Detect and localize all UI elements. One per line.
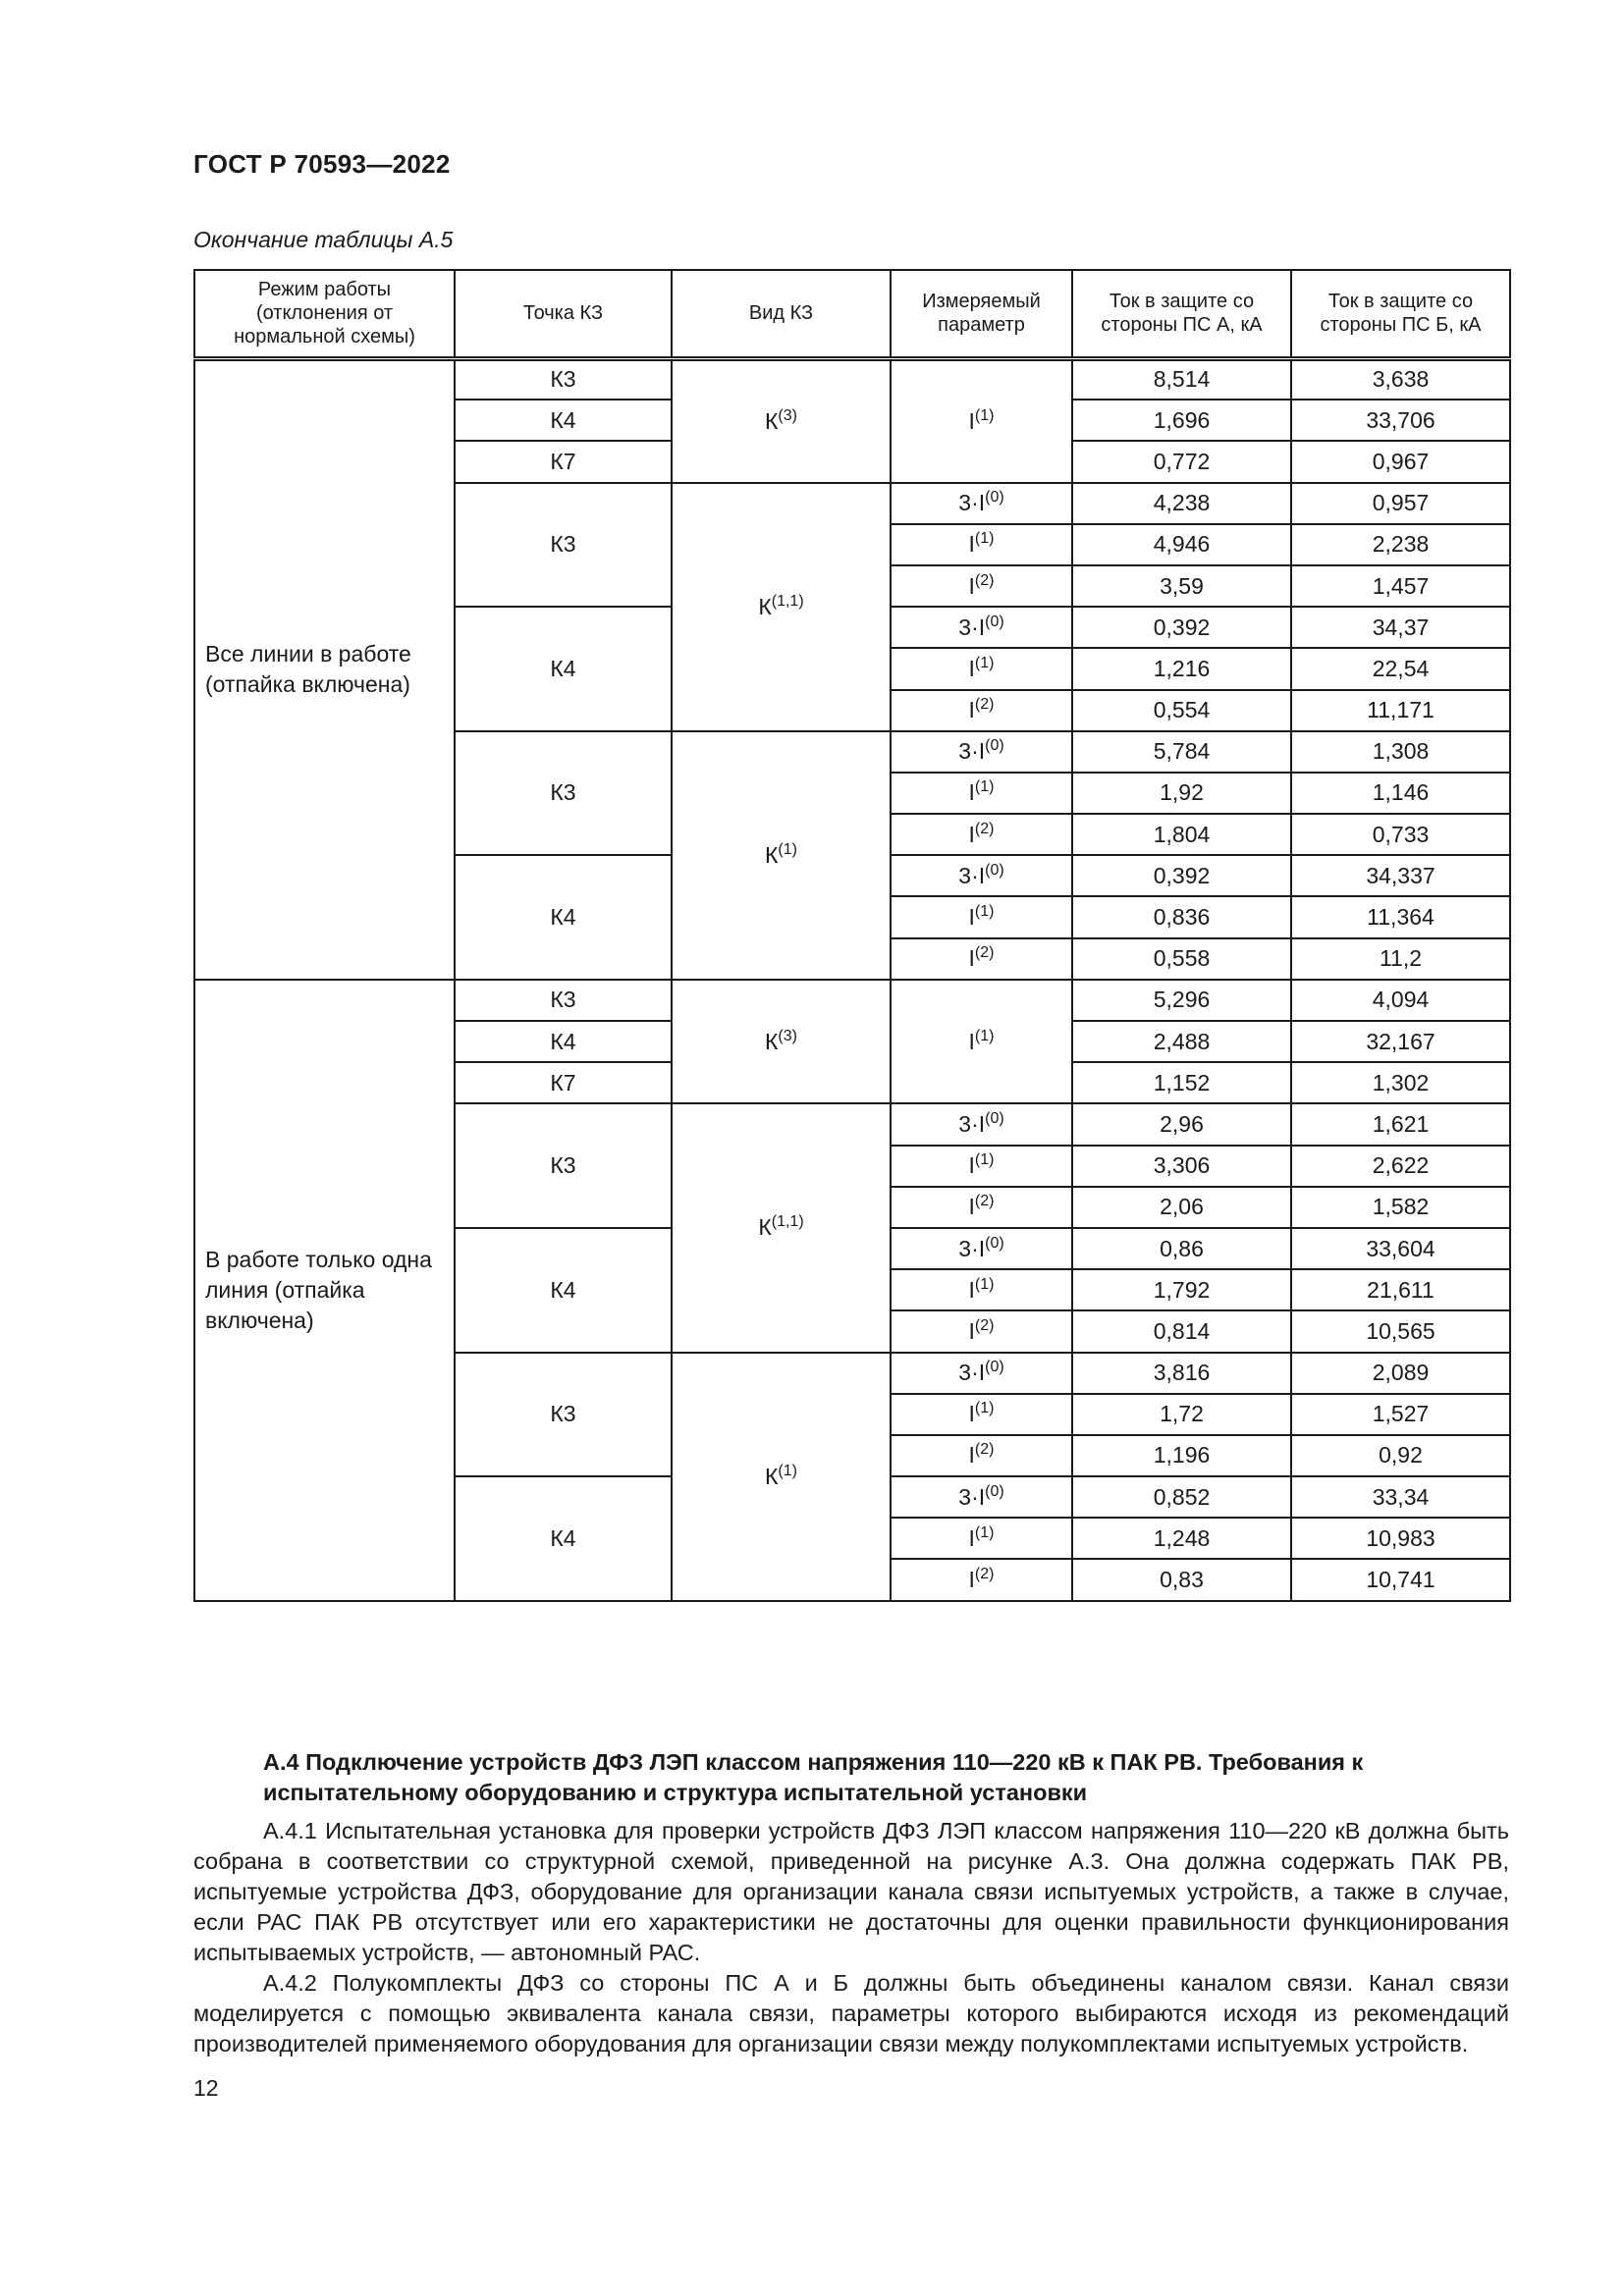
value-b-cell: 11,364: [1291, 896, 1510, 937]
point-cell: К3: [455, 980, 672, 1021]
value-b-cell: 11,2: [1291, 938, 1510, 980]
param-sup: (0): [985, 489, 1004, 507]
value-a-cell: 0,554: [1072, 690, 1291, 731]
value-b-cell: 0,967: [1291, 441, 1510, 482]
point-cell: К4: [455, 1021, 672, 1062]
parameter-cell: [891, 938, 1072, 980]
value-b-cell: 1,457: [1291, 565, 1510, 607]
paragraph-a41: А.4.1 Испытательная установка для проверки устройств ДФЗ ЛЭП классом напряжения 110—220 кВ должна быть собрана в соответствии со структурной схемой, приведенной на рисунке А.3. Она должна содержать ПАК РВ, испытуемые устройства ДФЗ, оборудование для организации канала связи испытуемых устройств, а также в случае, если РАС ПАК РВ отсутствует или его характеристики не достаточны для оценки правильности функционирования испытываемых устройств, — автономный РАС.: [193, 1818, 1509, 1965]
parameter-cell: [891, 483, 1072, 524]
point-cell: К4: [455, 1228, 672, 1353]
point-cell: К7: [455, 441, 672, 482]
fault-type-sup: (3): [778, 406, 797, 424]
value-a-cell: 2,488: [1072, 1021, 1291, 1062]
fault-base: К: [765, 841, 779, 868]
table-header-row: [194, 270, 1510, 358]
param-base: I: [968, 1152, 975, 1179]
col-header-fault-type: Вид КЗ: [672, 270, 891, 358]
fault-type-sup: (3): [778, 1027, 797, 1044]
param-sup: (0): [985, 1359, 1004, 1376]
param-sup: (0): [985, 1482, 1004, 1500]
param-base: I: [968, 531, 975, 558]
fault-base: К: [758, 1214, 772, 1241]
value-b-cell: 34,37: [1291, 607, 1510, 648]
param-base: I: [968, 945, 975, 972]
value-a-cell: 0,86: [1072, 1228, 1291, 1269]
value-a-cell: 8,514: [1072, 358, 1291, 400]
param-base: I: [968, 1442, 975, 1468]
param-base: I: [968, 1194, 975, 1220]
point-cell: К3: [455, 731, 672, 856]
point-cell: К4: [455, 607, 672, 731]
value-a-cell: 0,772: [1072, 441, 1291, 482]
value-a-cell: 1,216: [1072, 648, 1291, 689]
col-header-point: Точка КЗ: [455, 270, 672, 358]
value-b-cell: 0,92: [1291, 1435, 1510, 1476]
param-sup: (1): [974, 903, 995, 921]
parameter-cell: [891, 980, 1072, 1104]
fault-type-cell: [672, 980, 891, 1104]
value-a-cell: 1,696: [1072, 400, 1291, 441]
fault-base: К: [758, 593, 772, 619]
param-sup: (2): [974, 571, 995, 589]
table-row: [194, 358, 1510, 400]
point-cell: К3: [455, 1353, 672, 1477]
value-b-cell: 10,565: [1291, 1310, 1510, 1352]
param-prefix: 3·I: [958, 862, 986, 888]
param-sup: (1): [974, 1400, 995, 1417]
value-a-cell: 1,152: [1072, 1062, 1291, 1103]
param-base: I: [968, 904, 975, 931]
point-cell: К3: [455, 358, 672, 400]
fault-type-sup: (1,1): [771, 592, 804, 610]
parameter-cell: [891, 1518, 1072, 1559]
parameter-cell: [891, 1269, 1072, 1310]
col-header-current-a: Ток в защите со стороны ПС А, кА: [1072, 270, 1291, 358]
param-sup: (0): [985, 861, 1004, 879]
fault-type-cell: [672, 483, 891, 731]
table-caption: Окончание таблицы А.5: [193, 227, 454, 252]
param-base: I: [968, 821, 975, 847]
value-a-cell: 3,816: [1072, 1353, 1291, 1394]
value-b-cell: 22,54: [1291, 648, 1510, 689]
value-a-cell: 0,852: [1072, 1476, 1291, 1518]
param-prefix: 3·I: [958, 1235, 986, 1261]
parameter-cell: [891, 1476, 1072, 1518]
param-sup: (2): [974, 1441, 995, 1459]
param-sup: (1): [974, 406, 995, 424]
param-sup: (0): [985, 613, 1004, 630]
param-sup: (2): [974, 1193, 995, 1210]
param-sup: (1): [974, 1523, 995, 1541]
fault-base: К: [765, 1028, 779, 1054]
value-b-cell: 10,983: [1291, 1518, 1510, 1559]
param-sup: (2): [974, 696, 995, 714]
point-cell: К4: [455, 1476, 672, 1601]
value-b-cell: 32,167: [1291, 1021, 1510, 1062]
parameter-cell: [891, 1353, 1072, 1394]
page-number: 12: [193, 2075, 219, 2101]
value-b-cell: 3,638: [1291, 358, 1510, 400]
parameter-cell: [891, 814, 1072, 855]
document-header: ГОСТ Р 70593—2022: [193, 149, 451, 179]
value-a-cell: 5,296: [1072, 980, 1291, 1021]
parameter-cell: [891, 524, 1072, 565]
param-sup: (0): [985, 1234, 1004, 1252]
param-base: I: [968, 1276, 975, 1303]
mode-cell: В работе только одна линия (отпайка включена): [194, 980, 455, 1601]
param-sup: (2): [974, 944, 995, 962]
fault-type-cell: [672, 1353, 891, 1601]
param-base: I: [968, 697, 975, 723]
value-b-cell: 10,741: [1291, 1559, 1510, 1600]
value-a-cell: 1,792: [1072, 1269, 1291, 1310]
parameter-cell: [891, 690, 1072, 731]
fault-type-sup: (1): [778, 840, 797, 858]
value-b-cell: 0,957: [1291, 483, 1510, 524]
param-base: I: [968, 1401, 975, 1427]
fault-type-cell: [672, 1103, 891, 1352]
value-b-cell: 4,094: [1291, 980, 1510, 1021]
point-cell: К4: [455, 400, 672, 441]
param-sup: (1): [974, 1151, 995, 1169]
section-title: А.4 Подключение устройств ДФЗ ЛЭП классом напряжения 110—220 кВ к ПАК РВ. Требования к испытательному оборудованию и структура испытательной установки: [263, 1749, 1364, 1805]
value-b-cell: 33,34: [1291, 1476, 1510, 1518]
parameter-cell: [891, 896, 1072, 937]
value-b-cell: 1,308: [1291, 731, 1510, 773]
paragraph-a42: А.4.2 Полукомплекты ДФЗ со стороны ПС А и Б должны быть объединены каналом связи. Канал связи моделируется с помощью эквивалента канала связи, параметры которого выбираются исходя из рекомендаций производителей применяемого оборудования для организации связи между полукомплектами испытуемых устройств.: [193, 1970, 1509, 2056]
param-base: I: [968, 655, 975, 681]
value-b-cell: 21,611: [1291, 1269, 1510, 1310]
param-base: I: [968, 1028, 975, 1054]
param-base: I: [968, 1567, 975, 1593]
value-a-cell: 1,92: [1072, 773, 1291, 814]
param-base: I: [968, 779, 975, 806]
point-cell: К4: [455, 855, 672, 980]
value-b-cell: 33,604: [1291, 1228, 1510, 1269]
value-a-cell: 4,238: [1072, 483, 1291, 524]
param-prefix: 3·I: [958, 1360, 986, 1386]
value-a-cell: 2,06: [1072, 1187, 1291, 1228]
parameter-cell: [891, 1559, 1072, 1600]
param-prefix: 3·I: [958, 490, 986, 516]
point-cell: К3: [455, 1103, 672, 1228]
value-a-cell: 1,248: [1072, 1518, 1291, 1559]
parameter-cell: [891, 1394, 1072, 1435]
parameter-cell: [891, 731, 1072, 773]
point-cell: К7: [455, 1062, 672, 1103]
param-sup: (1): [974, 654, 995, 671]
value-a-cell: 0,392: [1072, 855, 1291, 896]
value-a-cell: 0,836: [1072, 896, 1291, 937]
value-a-cell: 1,804: [1072, 814, 1291, 855]
value-a-cell: 3,59: [1072, 565, 1291, 607]
parameter-cell: [891, 607, 1072, 648]
value-b-cell: 1,527: [1291, 1394, 1510, 1435]
parameter-cell: [891, 1103, 1072, 1145]
param-base: I: [968, 1524, 975, 1551]
param-prefix: 3·I: [958, 614, 986, 640]
parameter-cell: [891, 773, 1072, 814]
parameter-cell: [891, 565, 1072, 607]
parameter-cell: [891, 358, 1072, 483]
param-prefix: 3·I: [958, 1110, 986, 1137]
param-sup: (1): [974, 1027, 995, 1044]
param-sup: (2): [974, 820, 995, 837]
fault-type-sup: (1,1): [771, 1213, 804, 1231]
param-base: I: [968, 1317, 975, 1344]
col-header-parameter: Измеряемый параметр: [891, 270, 1072, 358]
parameter-cell: [891, 1146, 1072, 1187]
parameter-cell: [891, 855, 1072, 896]
value-b-cell: 1,582: [1291, 1187, 1510, 1228]
value-b-cell: 34,337: [1291, 855, 1510, 896]
value-a-cell: 5,784: [1072, 731, 1291, 773]
fault-type-sup: (1): [778, 1462, 797, 1479]
parameter-cell: [891, 648, 1072, 689]
value-b-cell: 1,146: [1291, 773, 1510, 814]
parameter-cell: [891, 1310, 1072, 1352]
value-b-cell: 1,302: [1291, 1062, 1510, 1103]
param-sup: (2): [974, 1316, 995, 1334]
value-a-cell: 0,558: [1072, 938, 1291, 980]
col-header-current-b: Ток в защите со стороны ПС Б, кА: [1291, 270, 1510, 358]
param-base: I: [968, 407, 975, 434]
value-a-cell: 2,96: [1072, 1103, 1291, 1145]
fault-base: К: [765, 407, 779, 434]
value-b-cell: 33,706: [1291, 400, 1510, 441]
col-header-mode: Режим работы (отклонения от нормальной схемы): [194, 270, 455, 358]
param-sup: (1): [974, 1275, 995, 1293]
value-a-cell: 0,392: [1072, 607, 1291, 648]
table-row: [194, 980, 1510, 1021]
value-b-cell: 0,733: [1291, 814, 1510, 855]
value-b-cell: 1,621: [1291, 1103, 1510, 1145]
parameter-cell: [891, 1228, 1072, 1269]
value-a-cell: 0,83: [1072, 1559, 1291, 1600]
param-sup: (1): [974, 530, 995, 548]
param-sup: (2): [974, 1566, 995, 1583]
param-sup: (1): [974, 778, 995, 796]
value-b-cell: 2,238: [1291, 524, 1510, 565]
parameter-cell: [891, 1435, 1072, 1476]
value-a-cell: 0,814: [1072, 1310, 1291, 1352]
point-cell: К3: [455, 483, 672, 608]
mode-cell: Все линии в работе (отпайка включена): [194, 358, 455, 980]
value-b-cell: 2,622: [1291, 1146, 1510, 1187]
fault-type-cell: [672, 731, 891, 980]
value-a-cell: 1,196: [1072, 1435, 1291, 1476]
param-sup: (0): [985, 1109, 1004, 1127]
param-base: I: [968, 572, 975, 599]
param-prefix: 3·I: [958, 1483, 986, 1510]
parameter-cell: [891, 1187, 1072, 1228]
fault-type-cell: [672, 358, 891, 483]
value-a-cell: 1,72: [1072, 1394, 1291, 1435]
param-sup: (0): [985, 737, 1004, 755]
data-table: [193, 269, 1511, 1602]
fault-base: К: [765, 1463, 779, 1489]
value-a-cell: 4,946: [1072, 524, 1291, 565]
value-b-cell: 2,089: [1291, 1353, 1510, 1394]
param-prefix: 3·I: [958, 738, 986, 765]
value-b-cell: 11,171: [1291, 690, 1510, 731]
value-a-cell: 3,306: [1072, 1146, 1291, 1187]
